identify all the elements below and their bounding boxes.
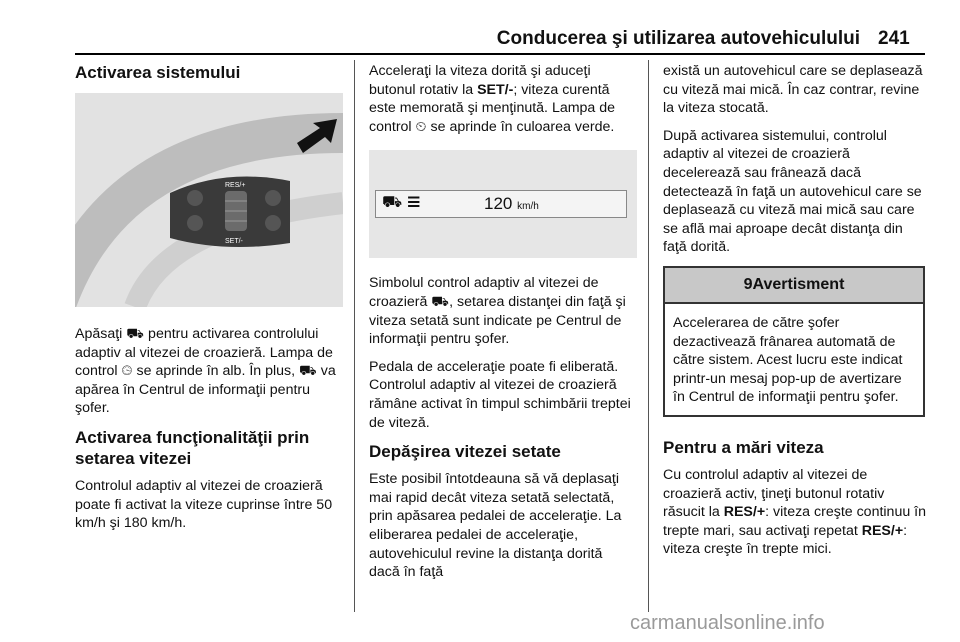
column-divider-1 [354, 60, 355, 612]
exceed-paragraph: Este posibil întotdeauna să vă deplasaţi mai rapid decât viteza setată selectată, prin apăsarea pedalei de acceleraţie. La eliberarea pedalei de acceleraţie, autovehiculul revine la distanţa dorită dacă în faţă [369, 471, 622, 581]
driver-info-display-image [369, 150, 637, 258]
text-run: ; viteza curentă este memorată şi menţinută. Lampa de control ⏲ se aprinde în culoarea verde. [369, 81, 616, 135]
speed-unit: km/h [517, 201, 539, 213]
set-label: SET/- [225, 238, 243, 245]
display-panel [375, 190, 627, 218]
accelerate-paragraph [369, 62, 637, 136]
activation-paragraph: Apăsaţi ⛟ pentru activarea controlului adaptiv al vitezei de croazieră. Lampa de control ⏲ se aprinde în alb. În plus, ⛟ va apărea în Centrul de informaţii pentru şofer. [75, 326, 336, 417]
section-heading-activation: Activarea sistemului [75, 63, 241, 82]
page-number: 241 [878, 28, 910, 49]
column-1 [75, 62, 345, 542]
header-rule [75, 53, 925, 55]
steering-wheel-illustration [75, 93, 343, 307]
speed-range-paragraph: Controlul adaptiv al vitezei de croazieră poate fi activat la viteze cuprinse între 50 km/h şi 180 km/h. [75, 477, 333, 532]
res-label: RES/+ [225, 182, 246, 189]
column-2 [369, 62, 637, 591]
display-speed [484, 194, 539, 214]
symbol-paragraph: Simbolul control adaptiv al vitezei de croazieră ⛟, setarea distanţei din faţă şi viteza setată sunt indicate pe Centrul de informaţii pentru şofer. [369, 275, 626, 348]
steering-wheel-image [75, 93, 343, 307]
speed-value: 120 [484, 194, 513, 214]
column-divider-2 [648, 60, 649, 612]
running-header-title: Conducerea şi utilizarea autovehiculului [496, 28, 860, 49]
res-button-ref: RES/+ [723, 504, 766, 521]
text-run: Acceleraţi la viteza dorită şi aduceţi butonul rotativ la [369, 63, 591, 98]
pedal-paragraph: Pedala de acceleraţie poate fi eliberată. Controlul adaptiv al vitezei de croazieră rămâne activat în timpul schimbării treptei de viteză. [369, 358, 631, 431]
res-button-ref: RES/+ [861, 522, 904, 539]
section-heading-speed-setting: Activarea funcţionalităţii prin setarea vitezei [75, 427, 310, 468]
text-run: Cu controlul adaptiv al vitezei de croazieră activ, ţineţi butonul rotativ răsucit la [663, 466, 885, 521]
section-heading-increase-speed: Pentru a mări viteza [663, 437, 824, 457]
deceleration-paragraph: După activarea sistemului, controlul adaptiv al vitezei de croazieră decelerează sau frânează dacă detectează în faţă un autovehicul care se deplasează cu viteză mai mică sau care se află mai aproape decât distanţa din faţă dorită. [663, 127, 922, 256]
warning-title: 9Avertisment [665, 268, 923, 304]
continuation-paragraph: există un autovehicul care se deplasează cu viteză mai mică. În caz contrar, revine la viteza stocată. [663, 63, 923, 117]
watermark: carmanualsonline.info [630, 612, 825, 634]
warning-box [663, 266, 925, 417]
text-run: : viteza creşte în trepte mici. [663, 522, 908, 558]
adaptive-cruise-icon: ⛟ ☰ [382, 194, 421, 212]
column-3 [663, 62, 926, 568]
warning-text: Accelerarea de către şofer dezactivează frânarea automată de către sistem. Acest lucru este indicat printr-un mesaj pop-up de avertizare în Centrul de informaţii pentru şofer. [673, 314, 903, 406]
section-heading-exceed-speed: Depăşirea vitezei setate [369, 442, 561, 462]
text-run: : viteza creşte continuu în trepte mari, sau activaţi repetat [663, 504, 927, 539]
increase-speed-paragraph [663, 466, 926, 559]
set-button-ref: SET/- [477, 81, 514, 98]
